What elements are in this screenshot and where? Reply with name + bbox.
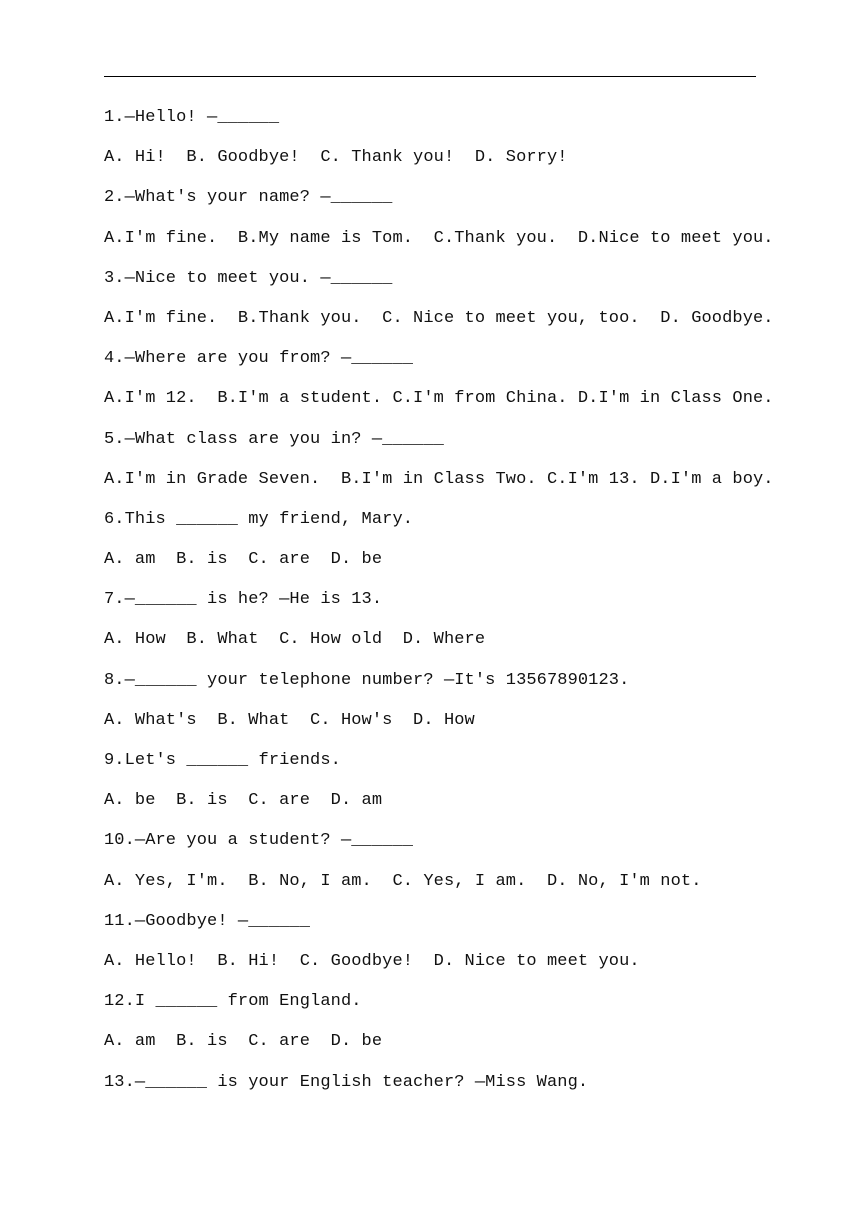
question-stem: 4.—Where are you from? —______ <box>104 349 414 369</box>
question-list <box>104 104 774 1109</box>
question-stem: 12.I ______ from England. <box>104 992 362 1012</box>
answer-options: A.I'm fine. B.Thank you. C. Nice to meet you, too. D. Goodbye. <box>104 308 774 328</box>
question-stem: 11.—Goodbye! —______ <box>104 911 311 931</box>
header-rule <box>104 76 756 77</box>
answer-options: A. am B. is C. are D. be <box>104 1032 383 1052</box>
question-stem: 2.—What's your name? —______ <box>104 188 393 208</box>
answer-options: A. am B. is C. are D. be <box>104 550 383 570</box>
answer-options: A.I'm in Grade Seven. B.I'm in Class Two. C.I'm 13. D.I'm a boy. <box>104 469 774 489</box>
question-stem: 6.This ______ my friend, Mary. <box>104 509 414 529</box>
question-stem: 13.—______ is your English teacher? —Miss Wang. <box>104 1072 589 1092</box>
question-stem: 9.Let's ______ friends. <box>104 751 341 770</box>
answer-options: A. Yes, I'm. B. No, I am. C. Yes, I am. D. No, I'm not. <box>104 871 702 891</box>
answer-options: A. How B. What C. How old D. Where <box>104 630 486 650</box>
question-stem: 10.—Are you a student? —______ <box>104 831 414 851</box>
question-stem: 3.—Nice to meet you. —______ <box>104 268 393 288</box>
answer-options: A. What's B. What C. How's D. How <box>104 710 475 730</box>
question-stem: 7.—______ is he? —He is 13. <box>104 590 383 610</box>
question-stem: 5.—What class are you in? —______ <box>104 429 444 449</box>
answer-options: A. Hello! B. Hi! C. Goodbye! D. Nice to meet you. <box>104 951 640 971</box>
answer-options: A.I'm 12. B.I'm a student. C.I'm from China. D.I'm in Class One. <box>104 389 774 409</box>
question-stem: 1.—Hello! —______ <box>104 108 280 127</box>
question-stem: 8.—______ your telephone number? —It's 13567890123. <box>104 670 630 690</box>
answer-options: A. Hi! B. Goodbye! C. Thank you! D. Sorry! <box>104 148 568 168</box>
answer-options: A. be B. is C. are D. am <box>104 791 383 811</box>
answer-options: A.I'm fine. B.My name is Tom. C.Thank you. D.Nice to meet you. <box>104 228 774 248</box>
